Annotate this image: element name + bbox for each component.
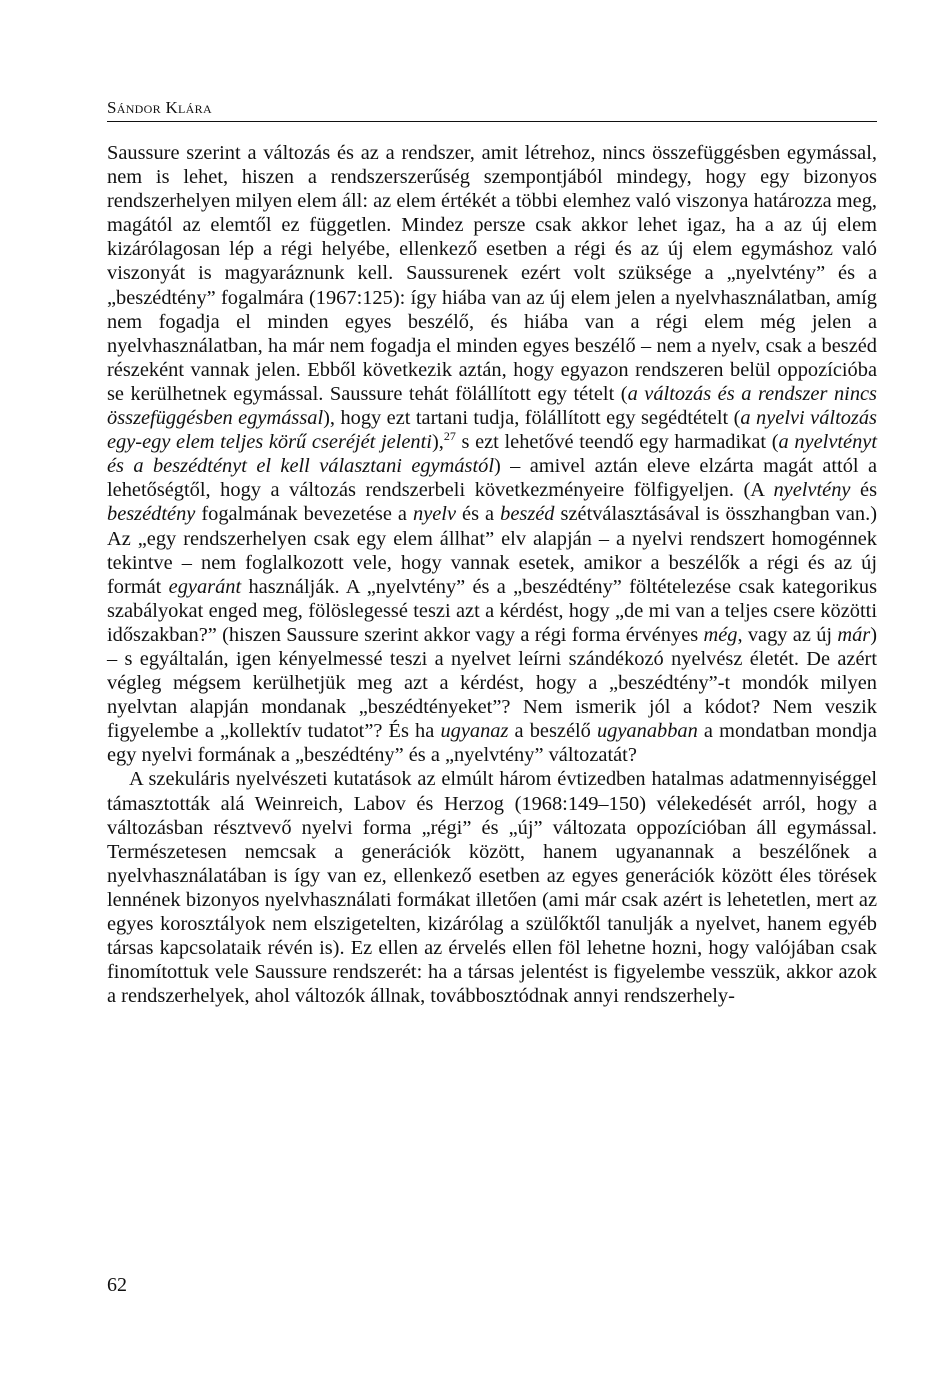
italic-text: egyaránt [168, 575, 242, 598]
text-run: és a [456, 503, 501, 526]
italic-text: beszéd [500, 503, 555, 526]
text-run: s ezt lehetővé teendő egy harmadikat ( [455, 431, 779, 454]
running-header: Sándor Klára [107, 98, 212, 117]
italic-text: ugyanaz [440, 720, 509, 743]
text-run: szétválasztásával is összhangban van.) Az „egy rendszerhelyen csak egy elem állhat” elv alapján – a nyelvi rendszert homogénnek tekintve – nem foglalkozott vele, hogy vannak esetek, amikor a beszélők a régi és az új formát [107, 503, 877, 598]
italic-text: a változás és a rendszer nincs összefüggésben egymással [107, 382, 877, 430]
text-run: és [850, 479, 877, 502]
italic-text: a nyelvtényt és a beszédtényt el kell választani egymástól [107, 431, 877, 478]
italic-text: beszédtény [107, 503, 196, 526]
footnote-ref: 27 [443, 429, 456, 444]
paragraph-1 [107, 141, 877, 767]
italic-text: még [703, 623, 738, 646]
text-run: a mondatban mondja egy nyelvi formának a „beszédtény” és a „nyelvtény” változatát? [107, 720, 877, 767]
text-run: a beszélő [508, 720, 597, 743]
italic-text: ugyanabban [596, 720, 698, 743]
text-run: ) – amivel aztán eleve elzárta magát attól a lehetőségtől, hogy a változás rendszerbeli következményeire fölfigyeljen. (A [107, 455, 877, 502]
text-run: A szekuláris nyelvészeti kutatások az elmúlt három évtizedben hatalmas adatmennyiséggel támasztották alá Weinreich, Labov és Herzog (1968:149–150) vélekedését arról, hogy a változásban résztvevő nyelvi forma „régi” és „új” változata oppozícióban áll egymással. Természetesen nemcsak a generációk között, hanem ugyanannak a beszélőnek a nyelvhasználatában is így van ez, ellenkező esetben az egyes generációk között éles törések lennének bizonyos nyelvhasználati formákat illetően (ami már csak azért is lehetetlen, mert az egyes korosztályok nem elszigetelten, kizárólag a szülőktől tanulják a nyelvet, hanem egyéb társas kapcsolataik révén is). Ez ellen az érvelés ellen föl lehetne hozni, hogy valójában csak finomítottuk vele Saussure rendszerét: ha a társas jelentést is figyelembe vesszük, akkor azok a rendszerhelyek, ahol változók állnak, továbbosztódnak annyi rendszerhely- [107, 768, 877, 1008]
text-run: Saussure szerint a változás és az a rendszer, amit létrehoz, nincs összefüggésben egymással, nem is lehet, hiszen a rendszerszerűség szempontjából mindegy, hogy egy bizonyos rendszerhelyen milyen elem áll: az elem értékét a többi elemhez való viszonya határozza meg, magától az elemtől ez független. Mindez persze csak akkor lehet igaz, ha a az új elem kizárólagosan lép a régi helyébe, ellenkező esetben a régi és az új elem egymáshoz való viszonyát is magyaráznunk kell. Saussurenek ezért volt szüksége a „nyelvtény” és a „beszédtény” fogalmára (1967:125): így hiába van az új elem jelen a nyelvhasználatban, amíg nem fogadja el minden egyes beszélő, és hiába van a régi elem még jelen a nyelvhasználatban, ha már nem fogadja el minden egyes beszélő – nem a nyelv, csak a beszéd részeként vannak jelen. Ebből következik aztán, hogy egyazon rendszeren belül oppozícióba se kerülhetnek egymással. Saussure tehát fölállított egy tételt ( [107, 142, 877, 405]
italic-text: nyelvtény [773, 479, 851, 502]
header-rule [107, 121, 877, 122]
italic-text: a nyelvi változás egy-egy elem teljes körű cseréjét jelenti [107, 407, 877, 454]
italic-text: már [837, 623, 871, 646]
text-run: ) – s egyáltalán, igen kényelmessé teszi a nyelvet leírni szándékozó nyelvész életét. De azért végleg mégsem kerülhetjük meg azt a kérdést, hogy a „beszédtény”-t mondók milyen nyelvtan alapján mondanak „beszédtényeket”? Nem ismerik jól a kódot? Nem veszik figyelembe a „kollektív tudatot”? És ha [107, 623, 878, 743]
text-run: ), [431, 431, 444, 454]
page-number: 62 [107, 1274, 127, 1296]
text-run: ), hogy ezt tartani tudja, fölállított egy segédtételt ( [323, 407, 741, 430]
text-run: fogalmának bevezetése a [195, 503, 414, 526]
text-run: , vagy az új [737, 623, 838, 646]
paragraph-2 [107, 767, 877, 1008]
body-text [107, 141, 877, 1008]
text-run: használják. A „nyelvtény” és a „beszédtény” föltételezése csak kategorikus szabályokat enged meg, fölöslegessé teszi azt a kérdést, hogy „de mi van a teljes csere közötti időszakban?” (hiszen Saussure szerint akkor vagy a régi forma érvényes [107, 575, 878, 646]
italic-text: nyelv [413, 503, 457, 526]
